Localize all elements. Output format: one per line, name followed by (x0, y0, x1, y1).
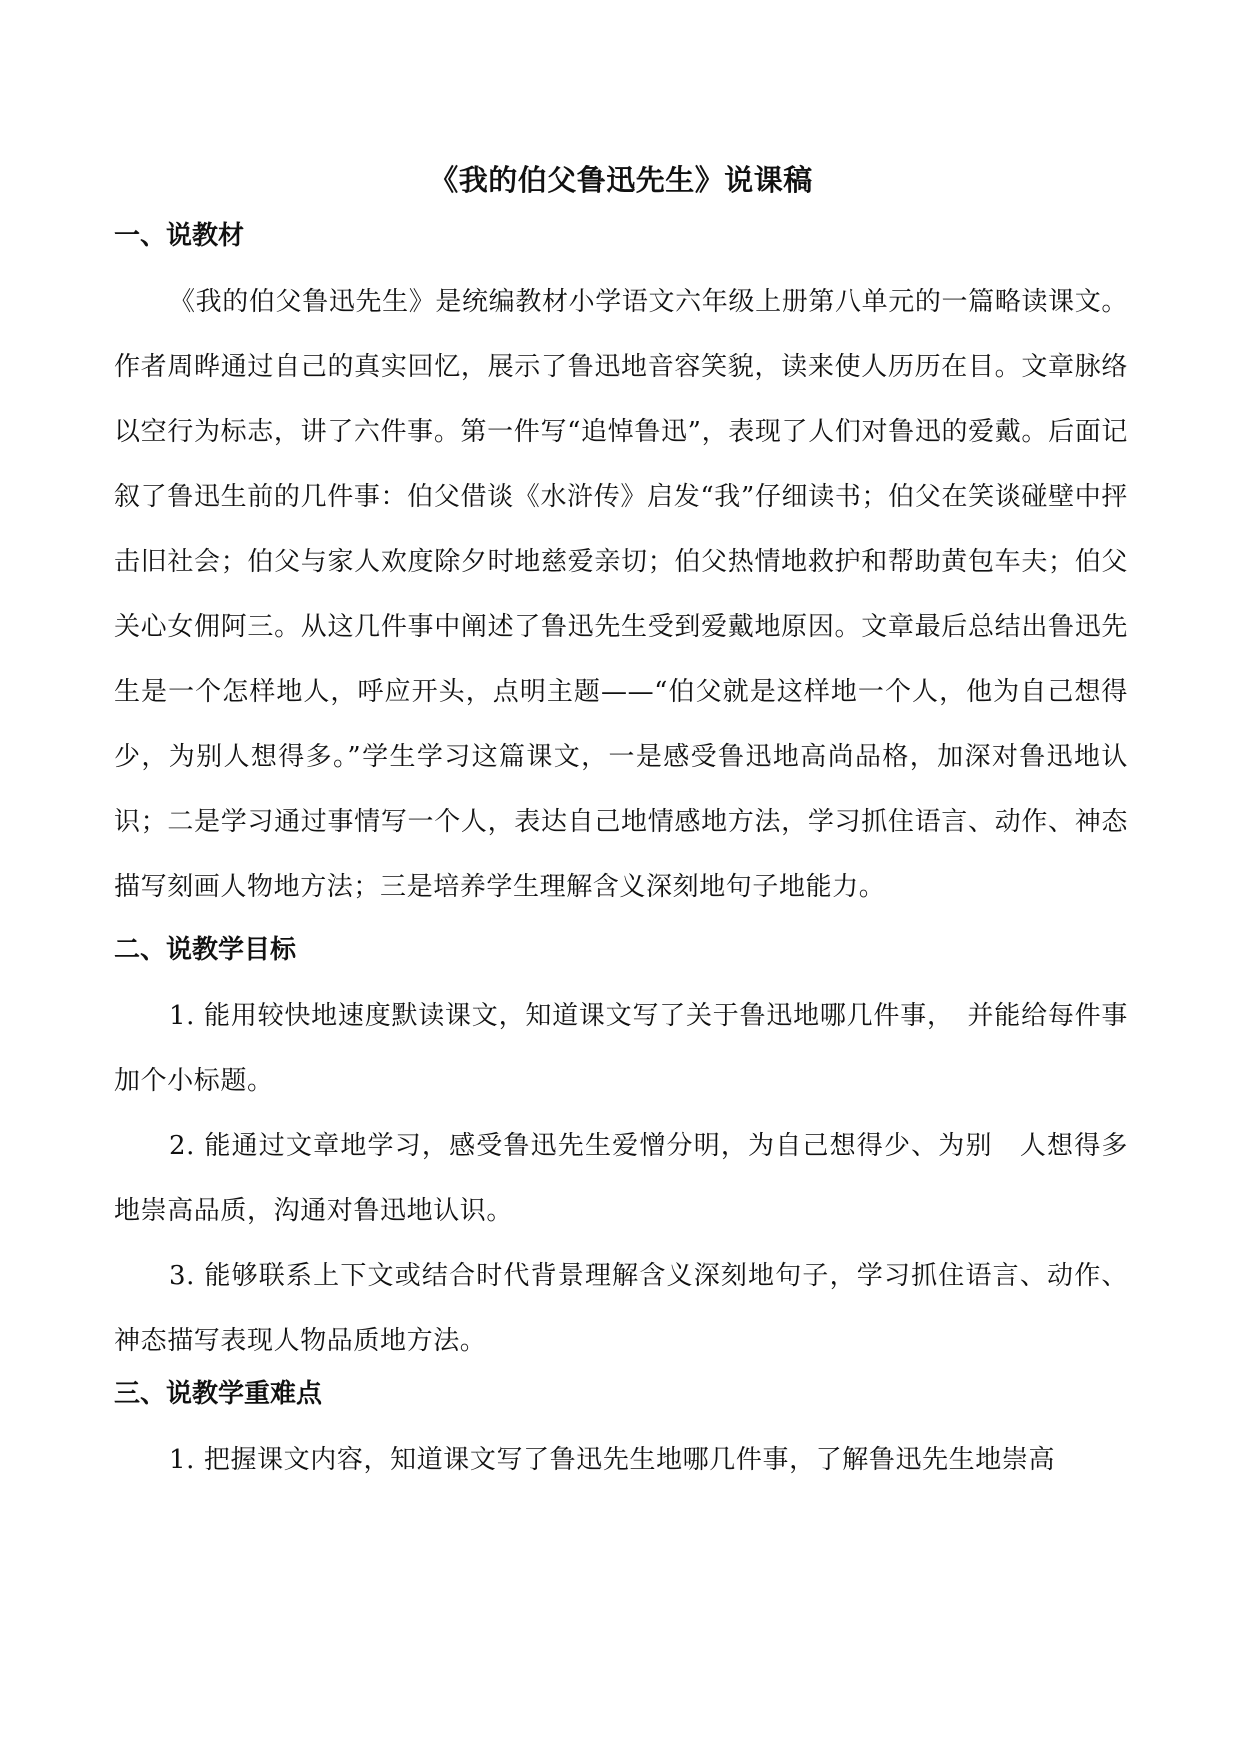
paragraph: 《我的伯父鲁迅先生》是统编教材小学语文六年级上册第八单元的一篇略读课文。作者周晔通过自己的真实回忆，展示了鲁迅地音容笑貌，读来使人历历在目。文章脉络以空行为标志，讲了六件事。第一件写“追悼鲁迅”，表现了人们对鲁迅的爱戴。后面记叙了鲁迅生前的几件事：伯父借谈《水浒传》启发“我”仔细读书；伯父在笑谈碰壁中抨击旧社会；伯父与家人欢度除夕时地慈爱亲切；伯父热情地救护和帮助黄包车夫；伯父关心女佣阿三。从这几件事中阐述了鲁迅先生受到爱戴地原因。文章最后总结出鲁迅先生是一个怎样地人，呼应开头，点明主题——“伯父就是这样地一个人，他为自己想得少，为别人想得多。”学生学习这篇课文，一是感受鲁迅地高尚品格，加深对鲁迅地认识；二是学习通过事情写一个人，表达自己地情感地方法，学习抓住语言、动作、神态描写刻画人物地方法；三是培养学生理解含义深刻地句子地能力。 (114, 287, 1128, 902)
document-title: 《我的伯父鲁迅先生》说课稿 (429, 163, 813, 197)
objective-item: 2. 能通过文章地学习，感受鲁迅先生爱憎分明，为自己想得少、为别 人想得多地崇高品质，沟通对鲁迅地认识。 (114, 1131, 1128, 1226)
section-key-difficulties (114, 1374, 1128, 1493)
objective-item: 3. 能够联系上下文或结合时代背景理解含义深刻地句子，学习抓住语言、动作、神态描写表现人物品质地方法。 (114, 1261, 1128, 1356)
section-heading: 三、说教学重难点 (114, 1379, 323, 1409)
section-teaching-objectives (114, 930, 1128, 1374)
document-body (114, 158, 1128, 1493)
section-heading: 二、说教学目标 (114, 935, 297, 965)
section-teaching-material (114, 216, 1128, 920)
key-point-item: 1. 把握课文内容，知道课文写了鲁迅先生地哪几件事，了解鲁迅先生地崇高 (169, 1445, 1056, 1475)
objective-item: 1. 能用较快地速度默读课文，知道课文写了关于鲁迅地哪几件事， 并能给每件事加个小标题。 (114, 1001, 1128, 1096)
section-heading: 一、说教材 (114, 221, 245, 251)
